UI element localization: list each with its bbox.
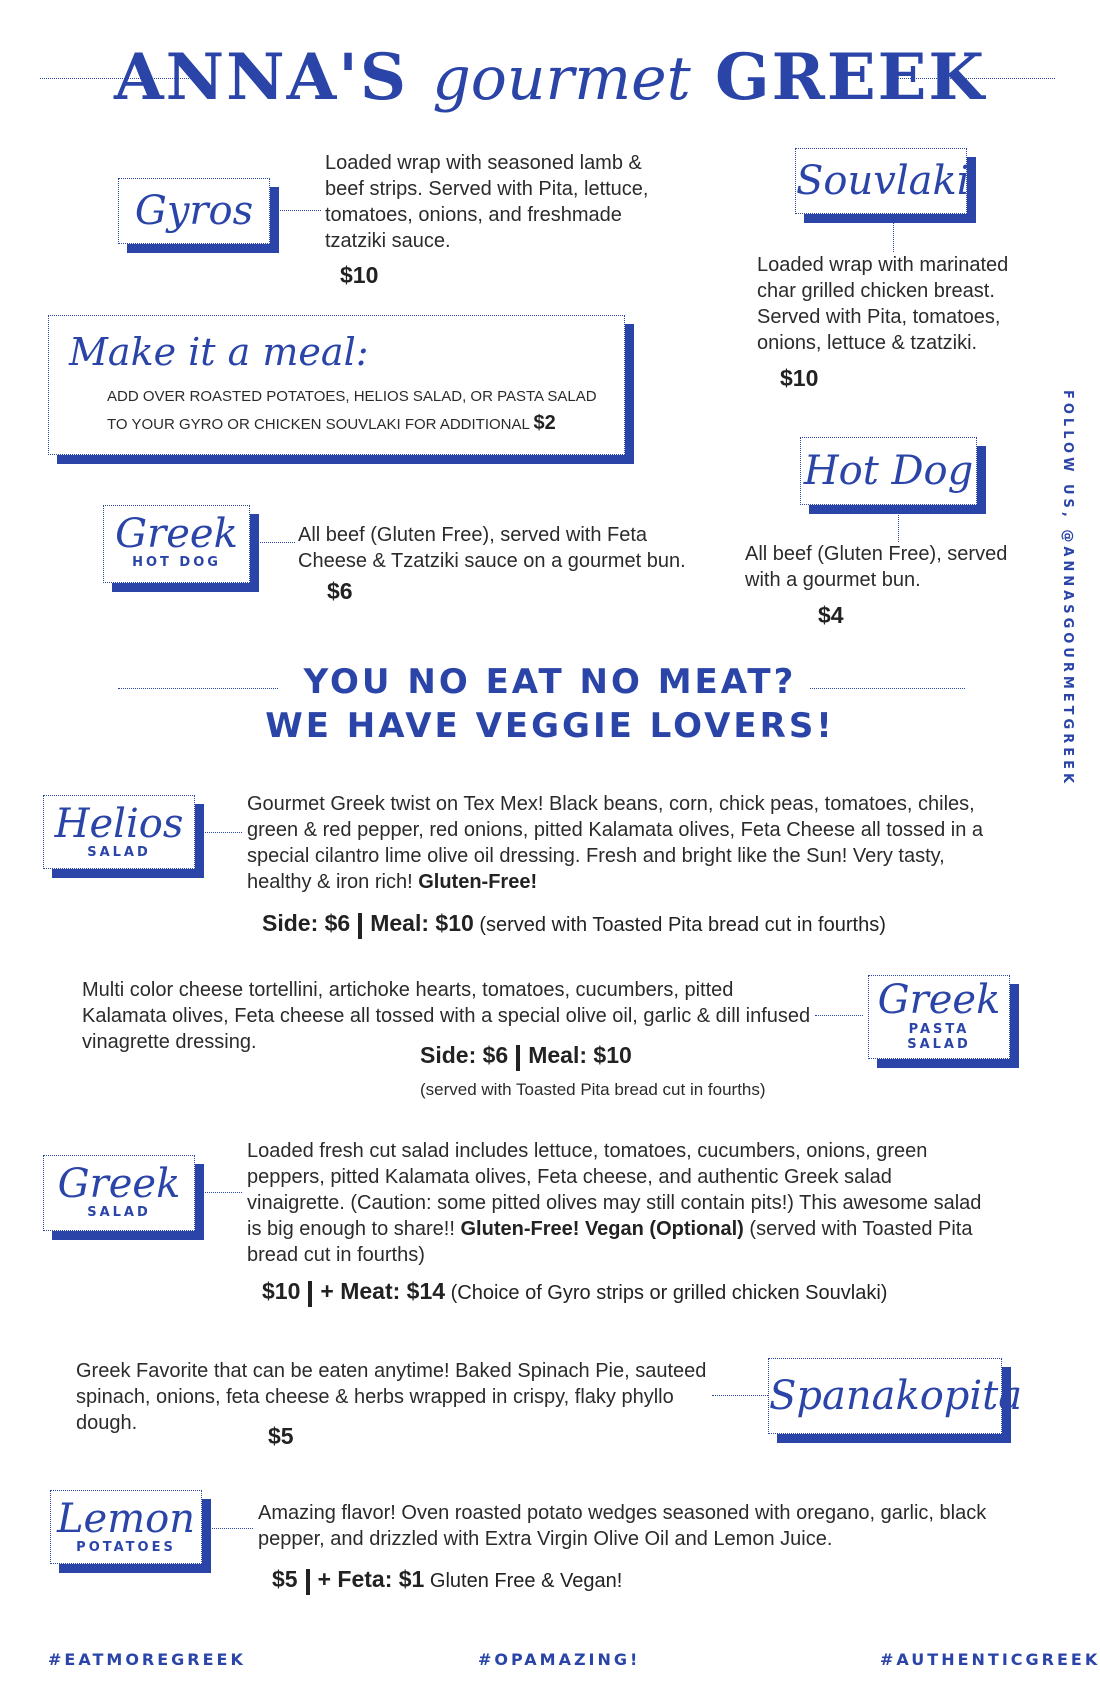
souvlaki-label [795, 148, 970, 214]
souvlaki-label-text: Souvlaki [796, 158, 970, 204]
spanakopita-connector [712, 1395, 770, 1396]
greek-salad-price-row [262, 1278, 887, 1307]
helios-connector [202, 832, 242, 833]
title-start: ANNA'S [113, 40, 409, 115]
pasta-label [868, 975, 1010, 1059]
greek-salad-divider [308, 1281, 312, 1307]
gyros-connector [277, 210, 321, 211]
lemon-price-row [272, 1566, 622, 1595]
helios-description: Gourmet Greek twist on Tex Mex! Black beans, corn, chick peas, tomatoes, chiles, green & red pepper, red onions, pitted Kalamata olives, Feta Cheese all tossed in a special cilantro lime olive oil dressing. Fresh and bright like the Sun! Very tasty, healthy & iron rich! [247, 793, 984, 893]
gyros-price: $10 [340, 262, 379, 288]
greek-hot-dog-label [103, 505, 250, 583]
greek-salad-description: Loaded fresh cut salad includes lettuce, tomatoes, cucumbers, onions, green peppers, pitted Kalamata olives, Feta cheese, and authentic Greek salad vinaigrette. (Caution: some pitted olives may still contain pits!) This awesome salad is big enough to share!! [247, 1140, 982, 1240]
helios-divider [358, 913, 362, 939]
meal-heading: Make it a meal: [69, 330, 369, 374]
greek-hot-dog-label-text: Greek [115, 511, 238, 557]
souvlaki-description: Loaded wrap with marinated char grilled chicken breast. Served with Pita, tomatoes, onions, lettuce & tzatziki. [757, 254, 1009, 354]
hashtag-eat-more-greek: #EATMOREGREEK [48, 1650, 246, 1669]
greek-hot-dog-sub: HOT DOG [132, 555, 221, 570]
hot-dog-price: $4 [818, 602, 844, 628]
meal-price: $2 [533, 412, 556, 434]
greek-salad-note: (Choice of Gyro strips or grilled chicken Souvlaki) [450, 1282, 888, 1304]
hot-dog-label-text: Hot Dog [803, 448, 974, 494]
title-script: gourmet [432, 44, 691, 114]
greek-hot-dog-price: $6 [327, 578, 353, 604]
lemon-connector [208, 1528, 253, 1529]
lemon-label [50, 1490, 202, 1564]
greek-hot-dog-description: All beef (Gluten Free), served with Feta Cheese & Tzatziki sauce on a gourmet bun. [298, 524, 686, 572]
page-title [0, 40, 1100, 115]
pasta-description: Multi color cheese tortellini, artichoke hearts, tomatoes, cucumbers, pitted Kalamata olives, Feta cheese all tossed with a special olive oil, garlic & dill infused vinagrette dressing. [82, 979, 811, 1053]
hot-dog-description: All beef (Gluten Free), served with a gourmet bun. [745, 543, 1008, 591]
spanakopita-description: Greek Favorite that can be eaten anytime! Baked Spinach Pie, sauteed spinach, onions, feta cheese & herbs wrapped in crispy, flaky phyllo dough. [76, 1360, 707, 1434]
title-end: GREEK [715, 40, 987, 115]
greek-salad-bold: Gluten-Free! Vegan (Optional) [460, 1218, 744, 1240]
lemon-label-text: Lemon [56, 1496, 195, 1542]
hot-dog-connector [898, 512, 899, 542]
veggie-line1: YOU NO EAT NO MEAT? [303, 662, 797, 702]
hot-dog-label [800, 437, 977, 505]
pasta-side-price: Side: $6 [420, 1042, 509, 1068]
spanakopita-label [768, 1358, 1023, 1434]
pasta-price-row [420, 1042, 632, 1071]
hashtag-opamazing: #OPAMAZING! [478, 1650, 641, 1669]
pasta-meal-price: Meal: $10 [528, 1042, 632, 1068]
pasta-note: (served with Toasted Pita bread cut in fourths) [420, 1080, 766, 1099]
veggie-heading [0, 660, 1100, 748]
lemon-sub: POTATOES [76, 1540, 176, 1555]
pasta-connector [815, 1015, 863, 1016]
pasta-sub: PASTA SALAD [907, 1022, 971, 1052]
helios-price-row [262, 910, 886, 939]
lemon-note: Gluten Free & Vegan! [429, 1570, 623, 1592]
lemon-feta-price: + Feta: $1 [317, 1566, 425, 1592]
lemon-divider [306, 1569, 310, 1595]
meal-line2: TO YOUR GYRO OR CHICKEN SOUVLAKI FOR ADDITIONAL [107, 416, 530, 433]
helios-text [247, 791, 987, 895]
greek-salad-connector [202, 1192, 242, 1193]
gyros-label-text: Gyros [134, 188, 254, 234]
pasta-divider [516, 1045, 520, 1071]
veggie-line2: WE HAVE VEGGIE LOVERS! [265, 706, 835, 746]
meal-box [48, 315, 625, 455]
greek-salad-label-text: Greek [57, 1161, 181, 1207]
helios-note: (served with Toasted Pita bread cut in fourths) [479, 914, 886, 936]
greek-salad-served: (served with Toasted Pita bread cut in fourths) [247, 1218, 973, 1266]
hashtag-authentic-greek: #AUTHENTICGREEK [880, 1650, 1100, 1669]
gyros-label [118, 178, 270, 244]
meal-line1: ADD OVER ROASTED POTATOES, HELIOS SALAD, OR PASTA SALAD [107, 388, 597, 405]
lemon-description: Amazing flavor! Oven roasted potato wedges seasoned with oregano, garlic, black pepper, and drizzled with Extra Virgin Olive Oil and Lemon Juice. [258, 1502, 987, 1550]
greek-salad-text [247, 1138, 987, 1268]
helios-label [43, 795, 195, 869]
gyros-description: Loaded wrap with seasoned lamb & beef strips. Served with Pita, lettuce, tomatoes, onions, and freshmade tzatziki sauce. [325, 152, 649, 252]
pasta-label-text: Greek [877, 977, 1001, 1023]
meal-line2-row [107, 412, 556, 435]
greek-salad-price: $10 [262, 1278, 301, 1304]
helios-gluten-free: Gluten-Free! [418, 871, 538, 893]
helios-side-price: Side: $6 [262, 910, 351, 936]
helios-meal-price: Meal: $10 [370, 910, 474, 936]
greek-salad-meat-price: + Meat: $14 [320, 1278, 446, 1304]
souvlaki-connector [893, 222, 894, 252]
helios-sub: SALAD [87, 845, 151, 860]
follow-us-handle: FOLLOW US, @ANNASGOURMETGREEK [1060, 390, 1075, 788]
spanakopita-label-text: Spanakopita [769, 1373, 1023, 1419]
lemon-price: $5 [272, 1566, 298, 1592]
greek-salad-sub: SALAD [87, 1205, 151, 1220]
helios-label-text: Helios [54, 801, 184, 847]
greek-salad-label [43, 1155, 195, 1231]
spanakopita-price: $5 [268, 1423, 294, 1449]
souvlaki-price: $10 [780, 365, 819, 391]
greek-hot-dog-connector [255, 542, 295, 543]
